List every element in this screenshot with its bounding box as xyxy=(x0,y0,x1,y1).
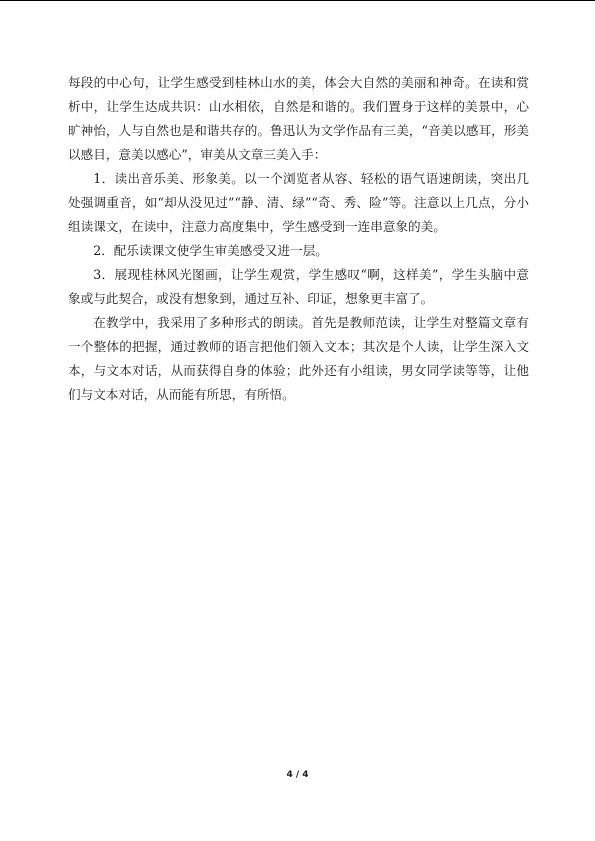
paragraph-intro: 每段的中心句，让学生感受到桂林山水的美，体会大自然的美丽和神奇。在读和赏析中，让学生达成共识：山水相依，自然是和谐的。我们置身于这样的美景中，心旷神怡，人与自然也是和谐共存的。鲁迅认为文学作品有三美，“音美以感耳，形美以感目，意美以感心”，审美从文章三美入手： xyxy=(68,75,529,162)
paragraph-item-3: 3．展现桂林风光图画，让学生观赏，学生感叹“啊，这样美”，学生头脑中意象或与此契合，或没有想象到，通过互补、印证，想象更丰富了。 xyxy=(68,267,529,306)
paragraph-teaching: 在教学中，我采用了多种形式的朗读。首先是教师范读，让学生对整篇文章有一个整体的把握，通过教师的语言把他们领入文本；其次是个人读，让学生深入文本，与文本对话，从而获得自身的体验；此外还有小组读，男女同学读等等，让他们与文本对话，从而能有所思，有所悟。 xyxy=(68,315,529,402)
paragraph-item-2: 2．配乐读课文使学生审美感受又进一层。 xyxy=(93,243,328,258)
page-number: 4 / 4 xyxy=(286,770,309,780)
paragraph-item-1: 1．读出音乐美、形象美。以一个浏览者从容、轻松的语气语速朗读，突出几处强调重音，如“却从没见过”“静、清、绿”“奇、秀、险”等。注意以上几点，分小组读课文，在读中，注意力高度集中，学生感受到一连串意象的美。 xyxy=(68,171,529,234)
header-rule xyxy=(0,0,595,1)
document-body xyxy=(68,71,529,407)
